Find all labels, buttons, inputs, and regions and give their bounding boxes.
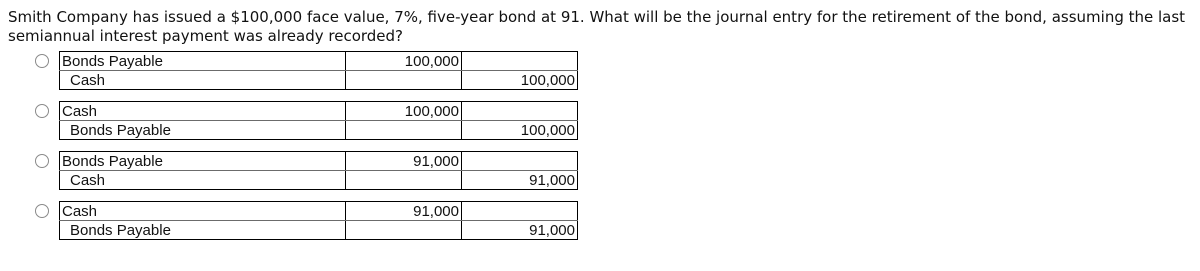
credit-amount: 100,000	[462, 121, 578, 140]
credit-row	[60, 121, 578, 140]
journal-entry-table	[59, 151, 578, 190]
credit-amount: 91,000	[462, 221, 578, 240]
credit-debit-column-empty	[346, 221, 462, 240]
credit-amount: 100,000	[462, 71, 578, 90]
answer-option-3[interactable]	[0, 151, 600, 195]
answer-option-2[interactable]	[0, 101, 600, 145]
debit-row	[60, 102, 578, 121]
answer-option-4[interactable]	[0, 201, 600, 245]
journal-entry-table	[59, 201, 578, 240]
debit-amount: 100,000	[346, 102, 462, 121]
debit-credit-column-empty	[462, 202, 578, 221]
radio-button-option-3[interactable]	[35, 154, 49, 168]
credit-account: Bonds Payable	[60, 121, 346, 140]
credit-account: Cash	[60, 171, 346, 190]
radio-button-option-1[interactable]	[35, 54, 49, 68]
debit-account: Bonds Payable	[60, 152, 346, 171]
debit-row	[60, 152, 578, 171]
debit-amount: 100,000	[346, 52, 462, 71]
debit-amount: 91,000	[346, 152, 462, 171]
credit-amount: 91,000	[462, 171, 578, 190]
debit-row	[60, 202, 578, 221]
debit-credit-column-empty	[462, 152, 578, 171]
debit-account: Cash	[60, 202, 346, 221]
debit-credit-column-empty	[462, 102, 578, 121]
question-text: Smith Company has issued a $100,000 face value, 7%, five-year bond at 91. What will be the journal entry for the retirement of the bond, assuming the last semiannual interest payment was already recorded?	[8, 8, 1186, 45]
credit-debit-column-empty	[346, 71, 462, 90]
credit-debit-column-empty	[346, 171, 462, 190]
debit-account: Bonds Payable	[60, 52, 346, 71]
debit-row	[60, 52, 578, 71]
debit-account: Cash	[60, 102, 346, 121]
credit-debit-column-empty	[346, 121, 462, 140]
journal-entry-table	[59, 51, 578, 90]
credit-account: Bonds Payable	[60, 221, 346, 240]
credit-row	[60, 221, 578, 240]
answer-option-1[interactable]	[0, 51, 600, 95]
debit-amount: 91,000	[346, 202, 462, 221]
credit-account: Cash	[60, 71, 346, 90]
radio-button-option-4[interactable]	[35, 204, 49, 218]
debit-credit-column-empty	[462, 52, 578, 71]
journal-entry-table	[59, 101, 578, 140]
credit-row	[60, 71, 578, 90]
credit-row	[60, 171, 578, 190]
radio-button-option-2[interactable]	[35, 104, 49, 118]
